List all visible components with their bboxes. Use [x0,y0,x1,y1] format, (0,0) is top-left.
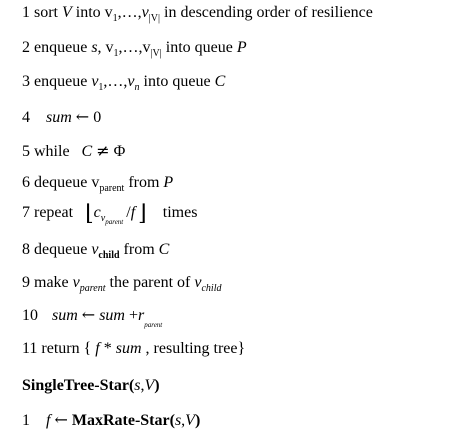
algo-line-1: 1 sort V into $v_1,\dots,v_{|V|}$ in descending order of resilience [22,4,373,24]
algo-line-2: 2 enqueue s, $v_1,\dots,v_{|V|}$ into queue P [22,39,247,59]
line-number: 1 [22,412,30,429]
algo-line-7: 7 repeat $⌊c_{vparent}/f$ ⌋ times [22,201,198,226]
line-number: 8 [22,241,30,258]
line-number: 7 [22,204,30,221]
algo-line-11: 11 return { f * sum , resulting tree} [22,340,246,357]
line-number: 10 [22,307,38,324]
line-number: 1 [22,4,30,21]
left-floor-bracket: ⌊ [85,201,94,226]
line-number: 2 [22,39,30,56]
procedure-heading: SingleTree-Star(s,V) [22,377,160,394]
line-number: 9 [22,274,30,291]
line-number: 4 [22,109,30,126]
line-number: 11 [22,340,38,357]
algo-line-6: 6 dequeue $v_{parent}$ from P [22,174,174,194]
algo-line-10: 10 sum ← sum $+r_{parent}$ [22,305,163,329]
procedure-step-1: 1 f ← MaxRate-Star(s,V) [22,410,201,429]
algo-line-3: 3 enqueue $v_1,\dots,v_n$ into queue C [22,73,226,93]
algo-line-5: 5 while C ≠ Φ [22,141,126,160]
line-number: 3 [22,73,30,90]
line-number: 5 [22,143,30,160]
algo-line-4: 4 sum ← 0 [22,107,102,126]
algo-line-8: 8 dequeue $v_{child}$ from C [22,241,170,261]
line-number: 6 [22,174,30,191]
right-floor-bracket: ⌋ [138,201,147,226]
algo-line-9: 9 make $v_{parent}$ the parent of $v_{child}$ [22,274,222,294]
